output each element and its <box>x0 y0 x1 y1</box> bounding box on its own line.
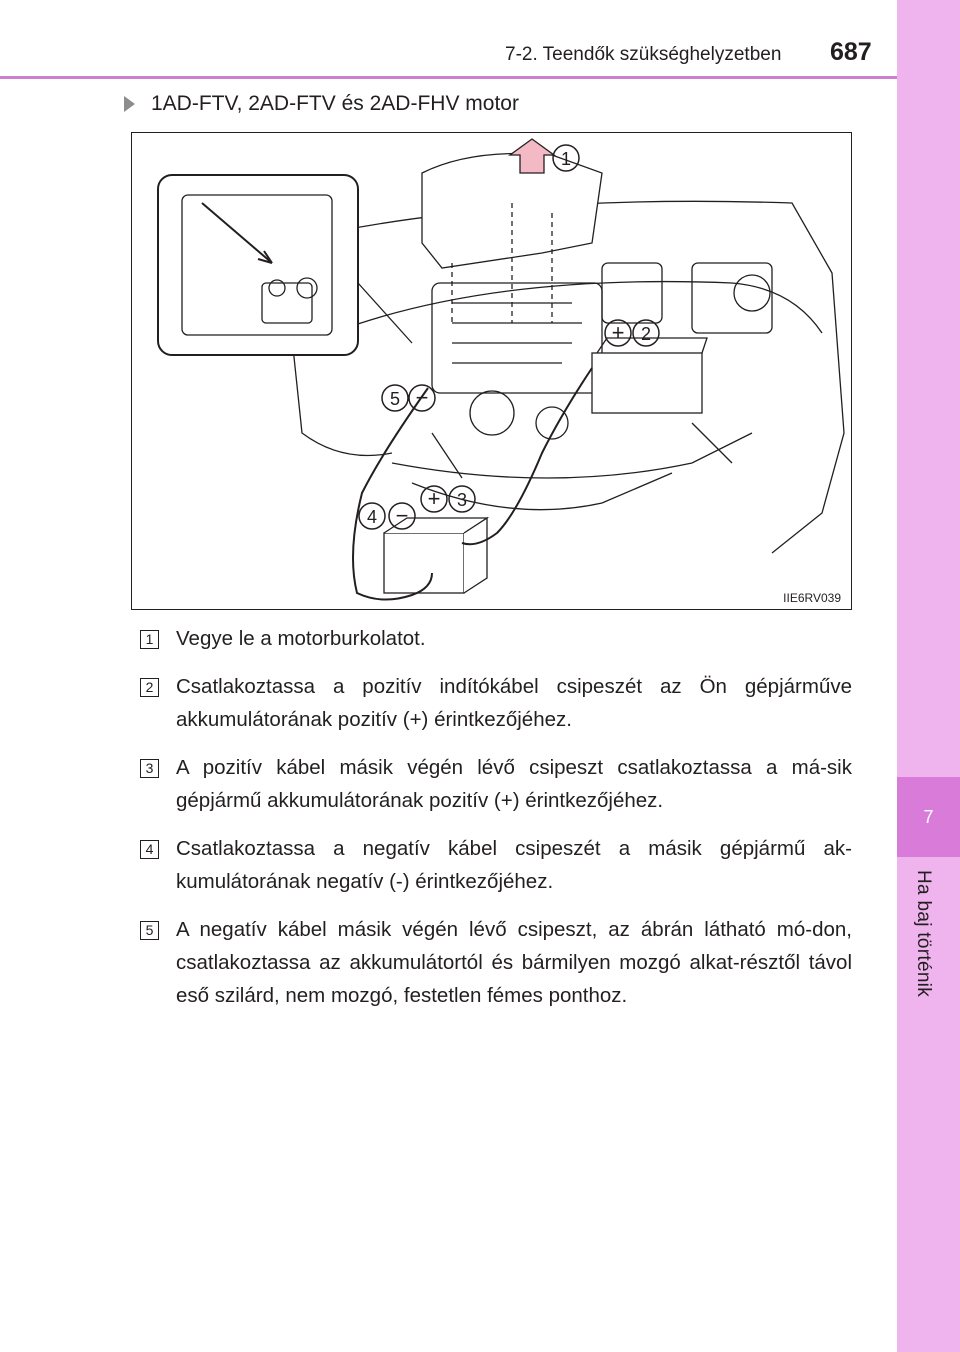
subheading-text: 1AD-FTV, 2AD-FTV és 2AD-FHV motor <box>151 92 519 115</box>
callout-4: 4 <box>366 507 378 527</box>
step-text: A pozitív kábel másik végén lévő csipeszt csatlakoztassa a má-sik gépjármű akkumulátorának pozitív (+) érintkezőjéhez. <box>176 756 852 812</box>
chapter-sidebar <box>897 0 960 1352</box>
step-number: 2 <box>140 678 159 697</box>
step-number: 1 <box>140 630 159 649</box>
page-number: 687 <box>830 38 872 66</box>
step-number: 3 <box>140 759 159 778</box>
bullet-triangle-icon <box>124 96 135 112</box>
list-item <box>140 913 852 1012</box>
section-title: 7-2. Teendők szükséghelyzetben <box>505 44 782 65</box>
step-text: Csatlakoztassa a negatív kábel csipeszét a másik gépjármű ak-kumulátorának negatív (-) érintkezőjéhez. <box>176 837 852 893</box>
callout-5: 5 <box>389 389 401 409</box>
step-text: Vegye le a motorburkolatot. <box>176 627 426 650</box>
callout-3: 3 <box>456 490 468 510</box>
chapter-number: 7 <box>923 806 934 827</box>
step-text: Csatlakoztassa a pozitív indítókábel csipeszét az Ön gépjárműve akkumulátorának pozitív (+) érintkezőjéhez. <box>176 675 852 731</box>
list-item <box>140 622 852 655</box>
engine-illustration <box>131 132 852 610</box>
engine-bay-drawing <box>132 133 851 609</box>
header-divider <box>0 76 897 79</box>
callout-2: 2 <box>640 324 652 344</box>
step-number: 5 <box>140 921 159 940</box>
step-number: 4 <box>140 840 159 859</box>
step-text: A negatív kábel másik végén lévő csipeszt, az ábrán látható mó-don, csatlakoztassa az akkumulátortól és bármilyen mozgó alkat-résztől távol eső szilárd, nem mozgó, festetlen fémes ponthoz. <box>176 918 852 1007</box>
positive-sign: + <box>611 320 625 345</box>
figure-code: IIE6RV039 <box>783 591 841 605</box>
negative-sign: − <box>415 385 429 410</box>
instruction-list <box>140 622 852 1027</box>
chapter-number-tab[interactable] <box>897 777 960 857</box>
list-item <box>140 832 852 898</box>
subheading <box>124 92 519 116</box>
list-item <box>140 670 852 736</box>
chapter-title: Ha baj történik <box>913 870 934 998</box>
list-item <box>140 751 852 817</box>
negative-sign: − <box>395 503 409 528</box>
callout-1: 1 <box>560 149 572 169</box>
positive-sign: + <box>427 486 441 511</box>
